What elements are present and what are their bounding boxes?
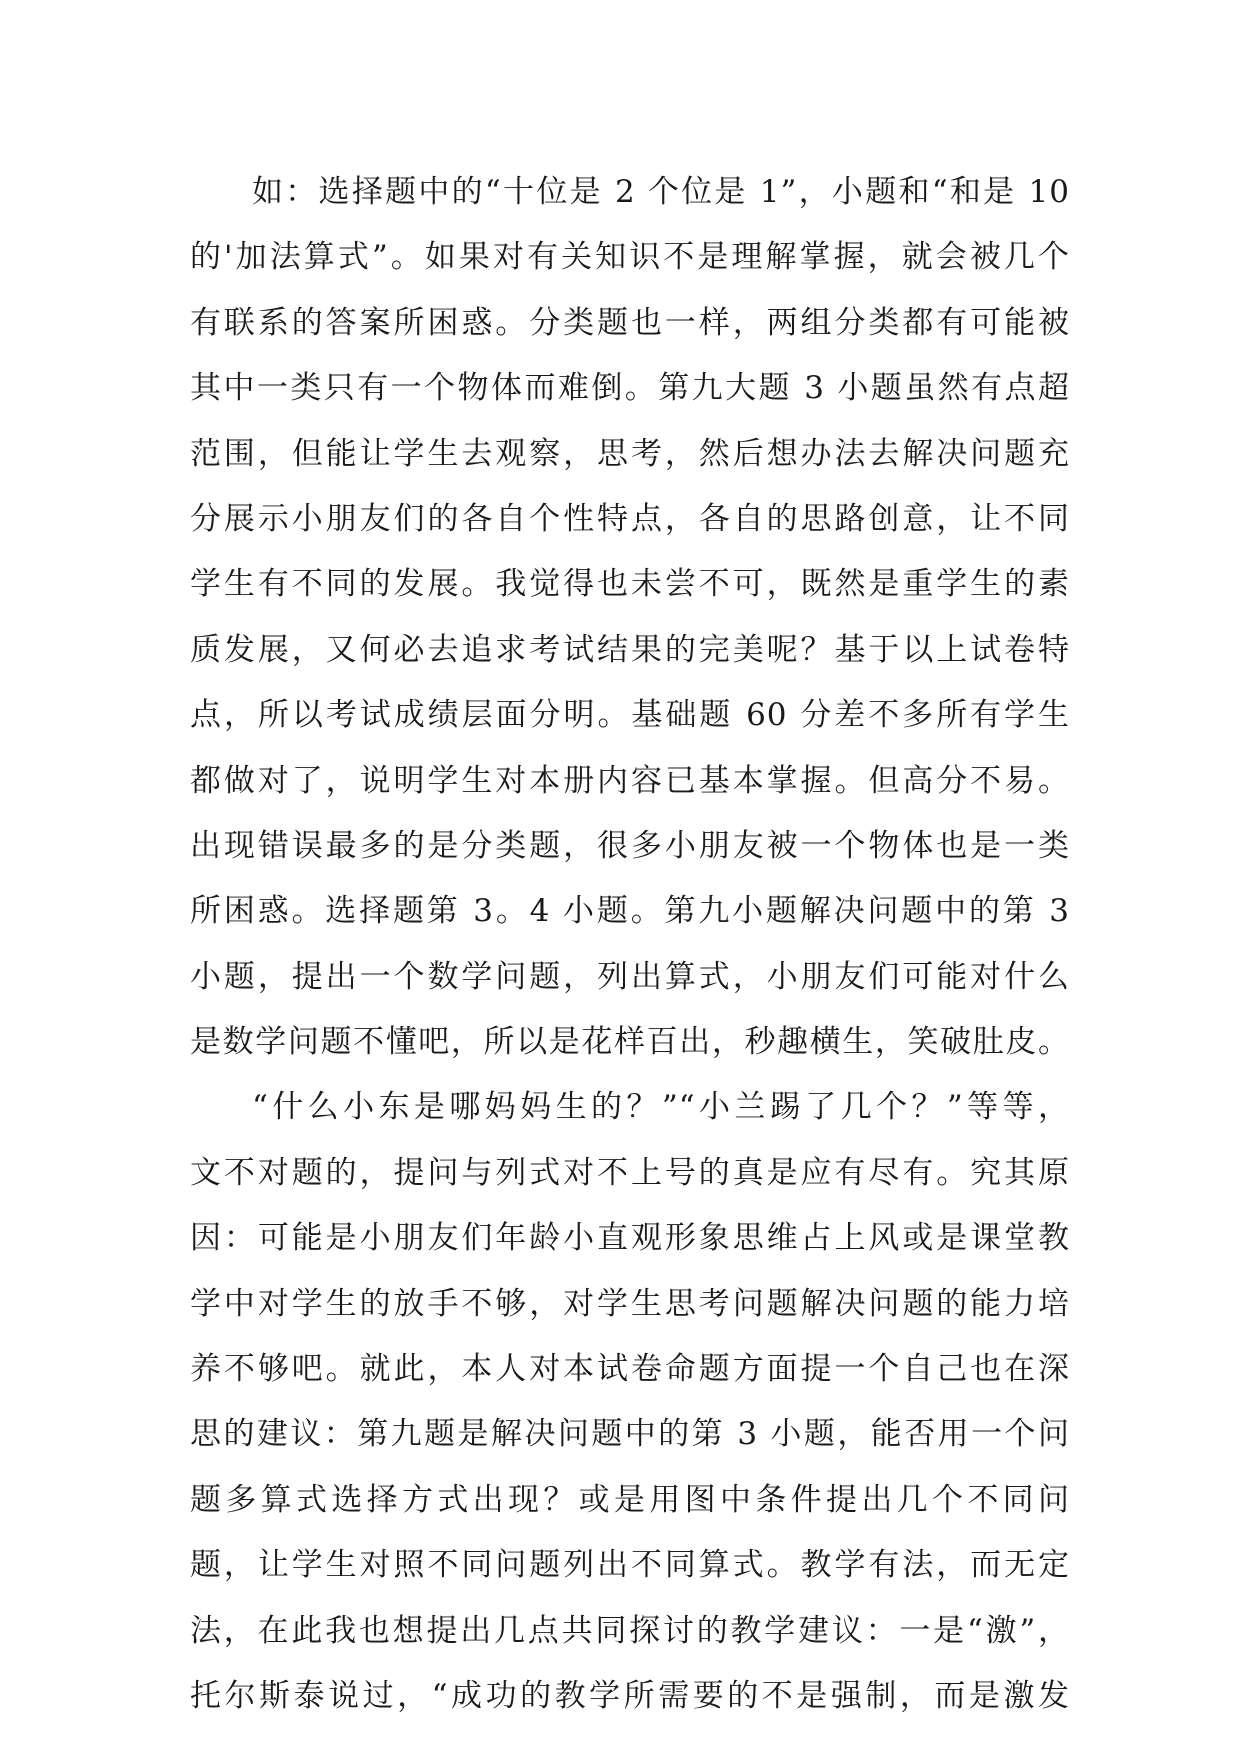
text-line: 托尔斯泰说过，“成功的教学所需要的不是强制，而是激发	[190, 1677, 1070, 1714]
text-line: 都做对了，说明学生对本册内容已基本掌握。但高分不易。	[190, 762, 1070, 799]
text-line: 题，让学生对照不同问题列出不同算式。教学有法，而无定	[190, 1547, 1070, 1584]
text-line: 质发展，又何必去追求考试结果的完美呢？基于以上试卷特	[190, 631, 1070, 668]
text-line: 学生有不同的发展。我觉得也未尝不可，既然是重学生的素	[190, 566, 1070, 603]
text-line: 其中一类只有一个物体而难倒。第九大题 3 小题虽然有点超	[190, 370, 1070, 407]
text-line: 点，所以考试成绩层面分明。基础题 60 分差不多所有学生	[190, 697, 1070, 734]
text-line: “什么小东是哪妈妈生的？”“小兰踢了几个？”等等，	[252, 1089, 1070, 1126]
text-line: 所困惑。选择题第 3。4 小题。第九小题解决问题中的第 3	[190, 893, 1070, 930]
text-line: 的'加法算式”。如果对有关知识不是理解掌握，就会被几个	[190, 239, 1070, 276]
text-line: 范围，但能让学生去观察，思考，然后想办法去解决问题充	[190, 435, 1070, 472]
text-line: 有联系的答案所困惑。分类题也一样，两组分类都有可能被	[190, 304, 1070, 341]
text-line: 思的建议：第九题是解决问题中的第 3 小题，能否用一个问	[190, 1416, 1070, 1453]
text-line: 如：选择题中的“十位是 2 个位是 1”，小题和“和是 10	[252, 174, 1070, 210]
text-line: 出现错误最多的是分类题，很多小朋友被一个物体也是一类	[190, 827, 1070, 864]
text-line: 题多算式选择方式出现？或是用图中条件提出几个不同问	[190, 1481, 1070, 1518]
text-line: 因：可能是小朋友们年龄小直观形象思维占上风或是课堂教	[190, 1220, 1070, 1257]
text-line: 分展示小朋友们的各自个性特点，各自的思路创意，让不同	[190, 500, 1070, 537]
body-text	[190, 160, 1070, 1729]
text-line: 是数学问题不懂吧，所以是花样百出，秒趣横生，笑破肚皮。	[190, 1024, 1070, 1061]
text-line: 文不对题的，提问与列式对不上号的真是应有尽有。究其原	[190, 1154, 1070, 1191]
text-line: 法，在此我也想提出几点共同探讨的教学建议：一是“激”，	[190, 1612, 1070, 1649]
text-line: 小题，提出一个数学问题，列出算式，小朋友们可能对什么	[190, 958, 1070, 995]
text-line: 养不够吧。就此，本人对本试卷命题方面提一个自己也在深	[190, 1351, 1070, 1388]
text-line: 学中对学生的放手不够，对学生思考问题解决问题的能力培	[190, 1285, 1070, 1322]
